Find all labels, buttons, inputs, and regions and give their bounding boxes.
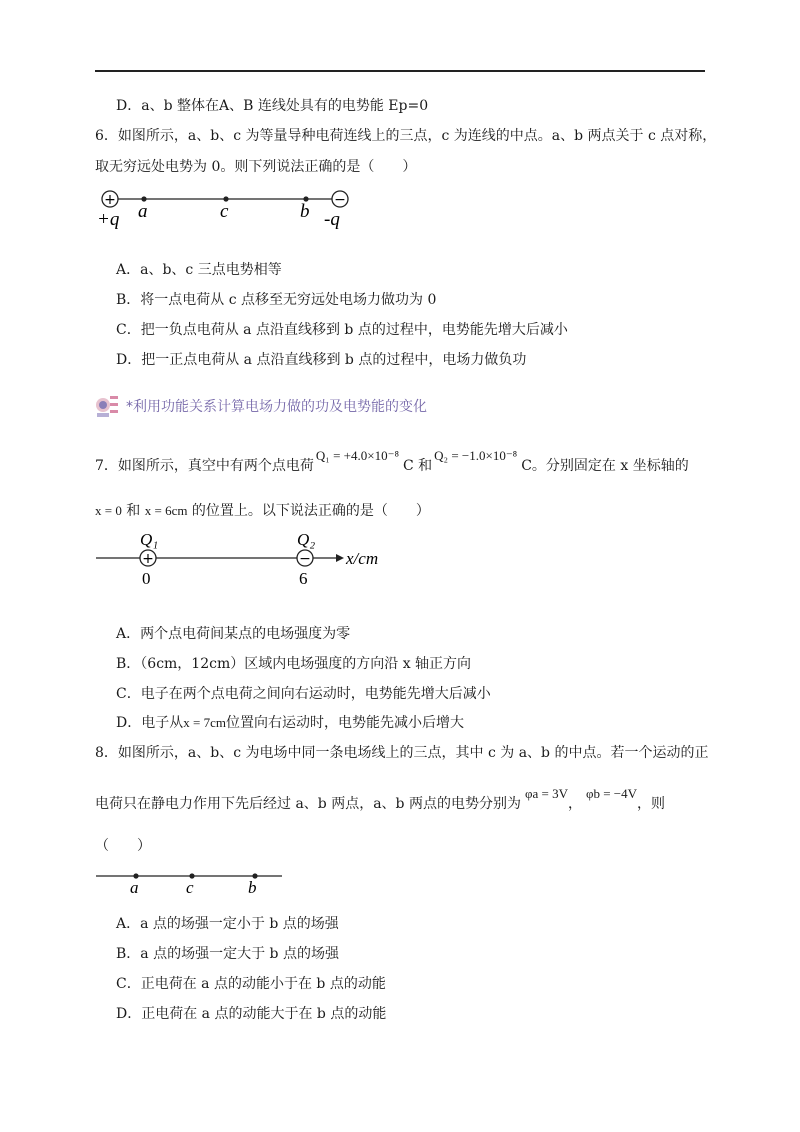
q5-option-d: D．a、b 整体在A、B 连线处具有的电势能 Ep=0	[116, 98, 429, 114]
q7-tick-0: 0	[142, 569, 151, 588]
q8-label-a: a	[130, 878, 139, 897]
q6-option-b: B．将一点电荷从 c 点移至无穷远处电场力做功为 0	[116, 292, 437, 308]
q6-label-plus-q: +q	[97, 209, 120, 230]
q7-unit1: C 和	[402, 458, 433, 474]
q8-option-a: A．a 点的场强一定小于 b 点的场强	[116, 916, 339, 932]
q7-option-a: A．两个点电荷间某点的电场强度为零	[116, 626, 351, 642]
q8-paren: （ ）	[95, 838, 151, 854]
topic-text: *利用功能关系计算电场力做的功及电势能的变化	[126, 399, 427, 415]
q7-unit2: C。分别固定在 x 坐标轴的	[521, 458, 689, 474]
q7-option-c: C．电子在两个点电荷之间向右运动时，电势能先增大后减小	[116, 686, 491, 702]
q8-phi-a: φa = 3V	[524, 786, 568, 801]
q7-q2-value: Q₂ = −1.0×10⁻⁸	[434, 448, 518, 463]
q7-and: 和	[126, 503, 141, 519]
q8-option-d: D．正电荷在 a 点的动能大于在 b 点的动能	[116, 1006, 387, 1022]
q7-x6: x = 6cm	[144, 503, 188, 518]
q7-plus-sign: +	[142, 551, 154, 567]
q7-x7: x = 7cm	[183, 715, 226, 730]
q6-label-minus-q: -q	[324, 209, 340, 230]
q6-stem-line1: 6．如图所示，a、b、c 为等量导种电荷连线上的三点，c 为连线的中点。a、b 两点关于 c 点对称，	[95, 128, 717, 144]
q8-label-c: c	[186, 878, 194, 897]
q7-option-b: B．（6cm，12cm）区域内电场强度的方向沿 x 轴正方向	[116, 656, 472, 672]
q8-comma: ，	[567, 796, 582, 812]
q7-label-q2: Q₂	[297, 530, 316, 549]
q6-option-a: A．a、b、c 三点电势相等	[116, 262, 282, 278]
q7-minus-sign: −	[299, 551, 311, 567]
q7-question: 的位置上。以下说法正确的是（ ）	[191, 503, 430, 519]
q8-label-b: b	[248, 878, 257, 897]
q7-stem-text: 7．如图所示，真空中有两个点电荷	[95, 458, 314, 474]
q7-label-q1: Q₁	[140, 530, 159, 549]
q6-stem-line2: 取无穷远处电势为 0。则下列说法正确的是（ ）	[95, 159, 417, 175]
q8-phi-b: φb = −4V	[585, 786, 638, 801]
q7-option-d-suffix: 位置向右运动时，电势能先减小后增大	[225, 715, 464, 731]
q6-option-d: D．把一正点电荷从 a 点沿直线移到 b 点的过程中，电场力做负功	[116, 352, 527, 368]
q8-stem-line1: 8．如图所示，a、b、c 为电场中同一条电场线上的三点，其中 c 为 a、b 的中点。若一个运动的正	[95, 745, 709, 761]
q8-option-b: B．a 点的场强一定大于 b 点的场强	[116, 946, 339, 962]
q7-option-d-prefix: D．电子从	[116, 715, 184, 731]
q6-label-a: a	[138, 201, 148, 222]
q6-minus-sign: −	[334, 192, 346, 208]
q8-option-c: C．正电荷在 a 点的动能小于在 b 点的动能	[116, 976, 386, 992]
q6-label-b: b	[300, 201, 310, 222]
q7-q1-value: Q₁ = +4.0×10⁻⁸	[315, 448, 399, 463]
q7-tick-6: 6	[299, 569, 308, 588]
q6-plus-sign: +	[104, 192, 116, 208]
q8-then: ，则	[637, 796, 666, 812]
q6-label-c: c	[220, 201, 229, 222]
q7-x0: x = 0	[95, 503, 122, 518]
q8-stem-text: 电荷只在静电力作用下先后经过 a、b 两点，a、b 两点的电势分别为	[95, 796, 521, 812]
q6-option-c: C．把一负点电荷从 a 点沿直线移到 b 点的过程中，电势能先增大后减小	[116, 322, 568, 338]
q7-axis-label: x/cm	[346, 549, 379, 568]
